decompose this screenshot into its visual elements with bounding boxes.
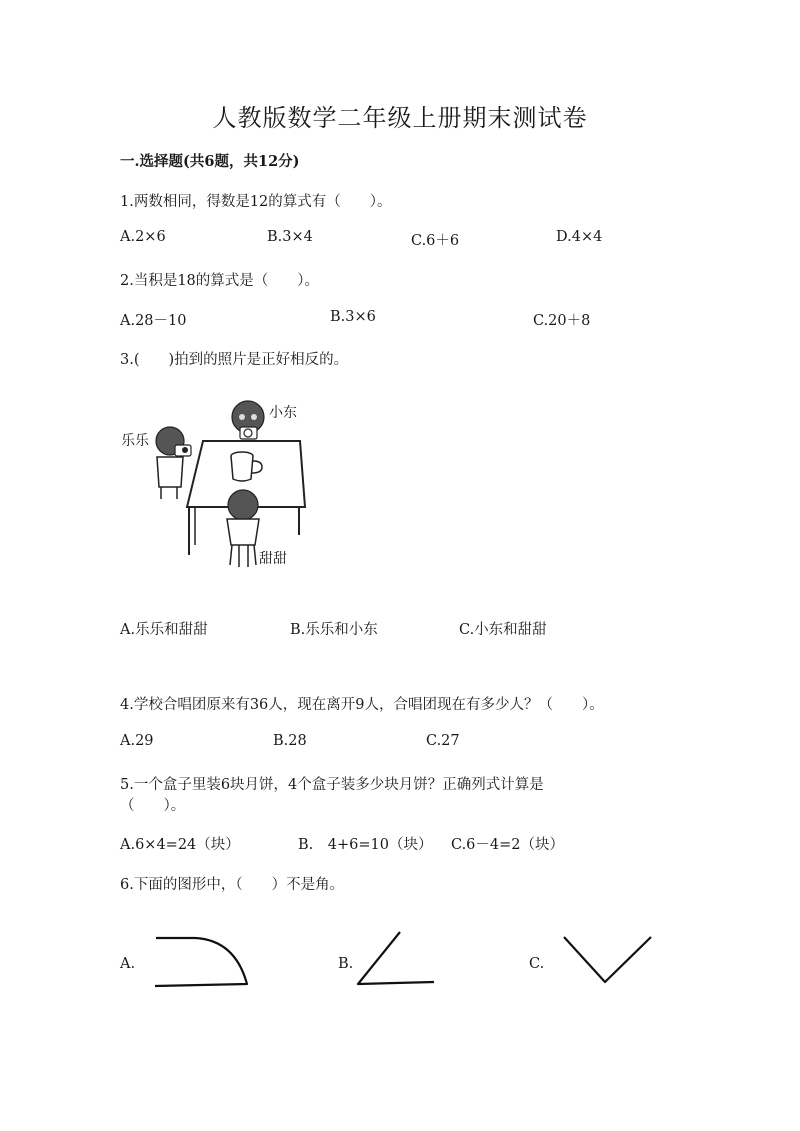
label-lele: 乐乐 [121,433,149,449]
question-5-stem-line1: 5.一个盒子里装6块月饼，4个盒子装多少块月饼？正确列式计算是 [120,777,544,793]
question-2-stem: 2.当积是18的算式是（ ）。 [120,273,320,289]
q4-option-c[interactable]: C.27 [426,733,460,749]
q3-option-c[interactable]: C.小东和甜甜 [459,622,547,638]
label-xiaodong: 小东 [269,405,297,421]
q3-option-b[interactable]: B.乐乐和小东 [290,622,378,638]
photo-scene-figure [115,395,325,580]
q4-option-a[interactable]: A.29 [120,733,154,749]
question-1-stem: 1.两数相同，得数是12的算式有（ ）。 [120,194,392,210]
q1-option-c[interactable]: C.6＋6 [411,233,460,249]
q2-option-a[interactable]: A.28－10 [120,313,187,329]
label-tiantian: 甜甜 [259,551,287,567]
q5-option-b[interactable]: B. 4+6=10（块） [298,837,433,853]
child-bottom [228,490,258,520]
q3-option-a[interactable]: A.乐乐和甜甜 [120,622,208,638]
q1-option-d[interactable]: D.4×4 [556,229,603,245]
question-5-stem-line2: （ ）。 [120,798,186,814]
q1-option-a[interactable]: A.2×6 [120,229,166,245]
q6-option-b[interactable]: B. [338,956,354,972]
q2-option-c[interactable]: C.20＋8 [533,313,591,329]
q6-option-a[interactable]: A. [120,956,136,972]
q2-option-b[interactable]: B.3×6 [330,309,376,325]
page-title: 人教版数学二年级上册期末测试卷 [212,104,588,132]
q6-shape-c [558,932,658,988]
q6-shape-b [352,928,442,990]
question-4-stem: 4.学校合唱团原来有36人，现在离开9人，合唱团现在有多少人？（ ）。 [120,697,604,713]
question-3-stem: 3.( )拍到的照片是正好相反的。 [120,352,349,368]
question-6-stem: 6.下面的图形中，（ ）不是角。 [120,877,345,893]
q6-shape-a [150,932,255,992]
q5-option-a[interactable]: A.6×4=24（块） [120,837,240,853]
section-heading: 一.选择题(共6题，共12分) [120,153,300,170]
q5-option-c[interactable]: C.6－4=2（块） [451,837,565,853]
q1-option-b[interactable]: B.3×4 [267,229,313,245]
q4-option-b[interactable]: B.28 [273,733,307,749]
q6-option-c[interactable]: C. [529,956,545,972]
